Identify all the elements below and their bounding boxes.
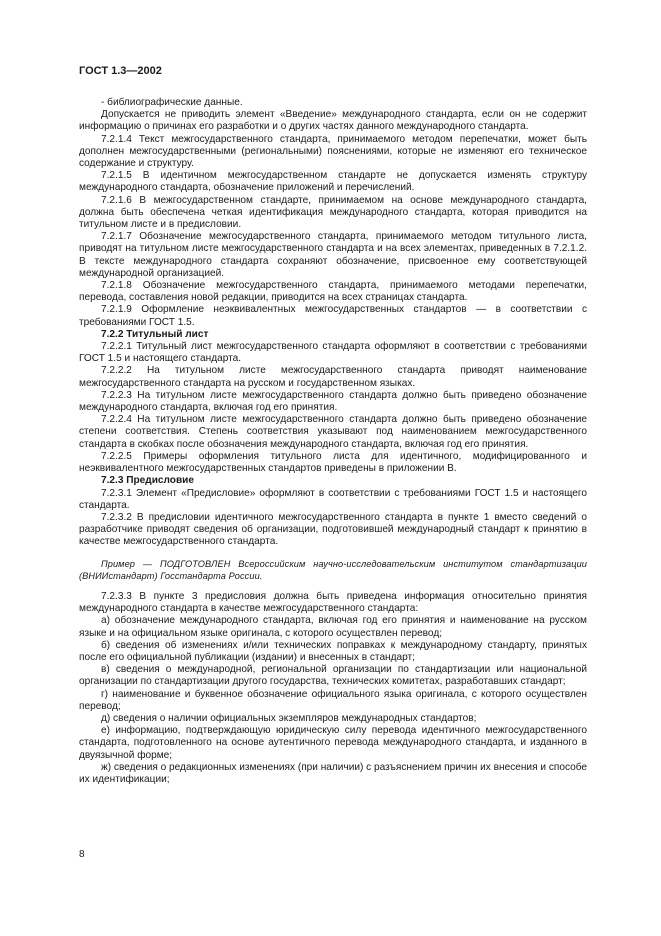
paragraph: 7.2.2.4 На титульном листе межгосударственного стандарта должно быть приведено обозначение степени соответствия. Степень соответствия указывают под наименованием межгосударственного стандарта в скобках после обозначения международного стандарта, включая год его принятия.	[79, 414, 587, 450]
paragraph: 7.2.1.5 В идентичном межгосударственном стандарте не допускается изменять структуру международного стандарта, обозначение приложений и перечислений.	[79, 170, 587, 194]
paragraph: 7.2.1.6 В межгосударственном стандарте, принимаемом на основе международного стандарта, должна быть обеспечена четкая идентификация международного стандарта, которая приводится на титульном листе и в предисловии.	[79, 194, 587, 231]
paragraph: 7.2.3.2 В предисловии идентичного межгосударственного стандарта в пункте 1 вместо сведений о разработчике приводят сведения об организации, подготовившей международный стандарт к принятию в качестве межгосударственного стандарта.	[79, 511, 587, 548]
section-heading: 7.2.2 Титульный лист	[101, 328, 209, 340]
paragraph: 7.2.1.8 Обозначение межгосударственного стандарта, принимаемого методами перепечатки, перевода, составления новой редакции, приводится на всех страницах стандарта.	[79, 280, 587, 304]
paragraph: Допускается не приводить элемент «Введение» международного стандарта, если он не содержит информацию о причинах его разработки и о других частях данного международного стандарта.	[79, 109, 587, 133]
paragraph: в) сведения о международной, региональной организации по стандартизации или национальной организации по стандартизации другого государства, технических комитетах, разработавших стандарт;	[79, 664, 587, 688]
paragraph: д) сведения о наличии официальных экземпляров международных стандартов;	[101, 712, 477, 724]
paragraph: е) информацию, подтверждающую юридическую силу перевода идентичного межгосударственного стандарта, подготовленного на основе аутентичного перевода международного стандарта, и изданного в двуязычной форме;	[79, 725, 587, 761]
paragraph: 7.2.2.5 Примеры оформления титульного листа для идентичного, модифицированного и неэквивалентного межгосударственных стандартов приведены в приложении В.	[79, 450, 587, 475]
document-body	[79, 97, 587, 786]
paragraph: 7.2.2.3 На титульном листе межгосударственного стандарта должно быть приведено обозначение международного стандарта, включая год его принятия.	[79, 389, 587, 414]
paragraph: г) наименование и буквенное обозначение официального языка оригинала, с которого осуществлен перевод;	[79, 688, 587, 712]
paragraph: - библиографические данные.	[101, 97, 243, 108]
paragraph: б) сведения об изменениях и/или технических поправках к международному стандарту, принятых после его официальной публикации (издании) и внесенных в стандарт;	[79, 639, 587, 663]
section-heading: 7.2.3 Предисловие	[101, 475, 194, 487]
paragraph: а) обозначение международного стандарта, включая год его принятия и наименование на русском языке и на официальном языке оригинала, с которого осуществлен перевод;	[79, 615, 587, 639]
example-note: Пример — ПОДГОТОВЛЕН Всероссийским научно-исследовательским институтом стандартизации (ВНИИстандарт) Госстандарта России.	[79, 558, 587, 581]
paragraph: 7.2.2.1 Титульный лист межгосударственного стандарта оформляют в соответствии с требованиями ГОСТ 1.5 и настоящего стандарта.	[79, 341, 587, 365]
paragraph: 7.2.1.4 Текст межгосударственного стандарта, принимаемого методом перепечатки, может быть дополнен межгосударственными (региональными) пояснениями, которые не изменяют его техническое содержание и структуру.	[79, 133, 587, 170]
paragraph: 7.2.3.3 В пункте 3 предисловия должна быть приведена информация относительно принятия международного стандарта в качестве межгосударственного стандарта:	[79, 590, 587, 615]
page-number: 8	[79, 849, 85, 860]
paragraph: 7.2.1.9 Оформление неэквивалентных межгосударственных стандартов — в соответствии с требованиями ГОСТ 1.5.	[79, 304, 587, 328]
paragraph: ж) сведения о редакционных изменениях (при наличии) с разъяснением причин их внесения и способе их идентификации;	[79, 761, 587, 785]
paragraph: 7.2.3.1 Элемент «Предисловие» оформляют в соответствии с требованиями ГОСТ 1.5 и настоящего стандарта.	[79, 487, 587, 511]
paragraph: 7.2.2.2 На титульном листе межгосударственного стандарта приводят наименование межгосударственного стандарта на русском и государственном языках.	[79, 365, 587, 389]
paragraph: 7.2.1.7 Обозначение межгосударственного стандарта, принимаемого методом титульного листа, приводят на титульном листе межгосударственного стандарта и на всех элементах, приведенных в 7.2.1.2. В тексте международного стандарта сохраняют обозначение, присвоенное ему соответствующей международной организацией.	[79, 231, 587, 279]
page-header: ГОСТ 1.3—2002	[79, 65, 162, 77]
